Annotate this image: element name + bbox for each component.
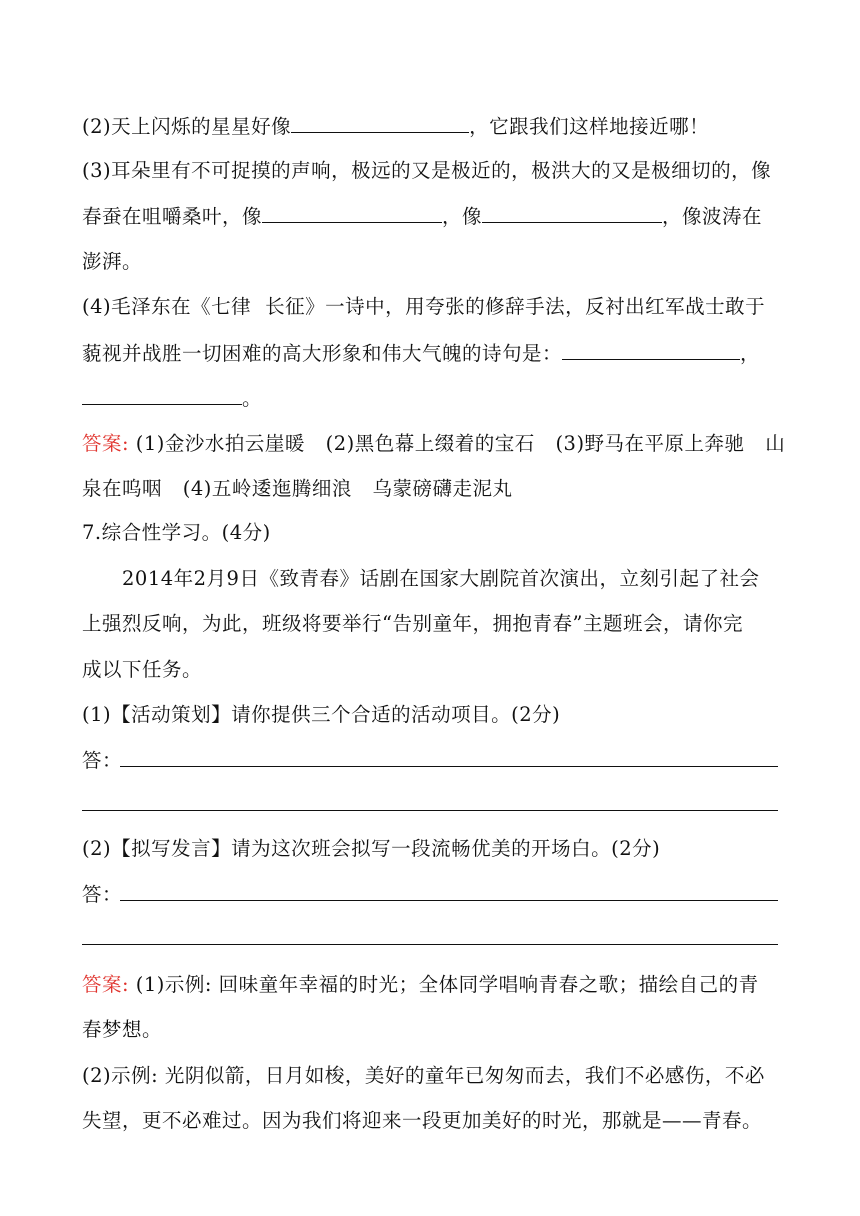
- q6-item3-line1: [82, 157, 782, 185]
- answer-part: (3)野马在平原上奔驰: [555, 432, 745, 455]
- q6-item3-line3-text: 澎湃。: [82, 250, 143, 273]
- q7-intro-line2: 上强烈反响，为此，班级将要举行“告别童年，拥抱青春”主题班会，请你完: [82, 612, 743, 635]
- answer-part: 泉在呜咽: [82, 477, 163, 500]
- q6-item2-before: (2)天上闪烁的星星好像: [82, 115, 292, 138]
- q7-answer-line1: [82, 971, 782, 999]
- answer-text: (1)示例: 回味童年幸福的时光；全体同学唱响青春之歌；描绘自己的青: [135, 973, 759, 996]
- q6-item4-line2-end: ，: [740, 342, 761, 365]
- fill-blank[interactable]: [262, 202, 442, 223]
- q7-intro-line3: 成以下任务。: [82, 658, 203, 681]
- q7-task1: (1)【活动策划】请你提供三个合适的活动项目。(2分): [82, 703, 561, 726]
- answer-part: (1)金沙水拍云崖暖: [135, 432, 305, 455]
- q7-title: 7.综合性学习。(4分): [82, 521, 271, 544]
- q7-task2: (2)【拟写发言】请为这次班会拟写一段流畅优美的开场白。(2分): [82, 837, 661, 860]
- fill-blank[interactable]: [82, 384, 242, 405]
- answer-label: 答案:: [82, 432, 130, 455]
- answer-line[interactable]: [82, 810, 778, 811]
- q6-item4-line1-b: 长征》一诗中，用夸张的修辞手法，反衬出红军战士敢于: [265, 295, 766, 318]
- answer-part: 山: [765, 432, 786, 455]
- q6-item4-line2-start: 藐视并战胜一切困难的高大形象和伟大气魄的诗句是：: [82, 342, 563, 365]
- q6-item2-after: ，它跟我们这样地接近哪！: [469, 115, 710, 138]
- q7-intro-text: 2014年2月9日《致青春》话剧在国家大剧院首次演出，立刻引起了社会: [122, 567, 760, 590]
- q6-item3-line2-mid: ，像: [442, 205, 483, 228]
- q6-item4-line3: [82, 384, 782, 413]
- fill-blank[interactable]: [562, 339, 740, 360]
- q6-item3-line2: [82, 202, 782, 231]
- q6-item4-line1: [82, 293, 782, 321]
- q7-answer-line2: 春梦想。: [82, 1018, 163, 1041]
- answer-part: (2)黑色幕上缀着的宝石: [325, 432, 535, 455]
- answer-label: 答案:: [82, 973, 130, 996]
- q7-answer-line4: 失望，更不必难过。因为我们将迎来一段更加美好的时光，那就是——青春。: [82, 1109, 763, 1132]
- q6-item4-line2: [82, 339, 782, 368]
- answer-line[interactable]: [82, 944, 778, 945]
- fill-blank[interactable]: [291, 112, 469, 133]
- answer-line[interactable]: [120, 900, 778, 901]
- answer-line[interactable]: [120, 766, 778, 767]
- q7-intro-line1: [82, 565, 782, 593]
- fill-blank[interactable]: [482, 202, 662, 223]
- q6-answer-line2: [82, 475, 782, 503]
- q7-answer-prompt: 答：: [82, 749, 123, 772]
- q6-item3-line3: [82, 248, 782, 276]
- answer-part: 乌蒙磅礴走泥丸: [372, 477, 513, 500]
- q7-answer-line3: (2)示例: 光阴似箭，日月如梭，美好的童年已匆匆而去，我们不必感伤，不必: [82, 1064, 765, 1087]
- answer-part: (4)五岭逶迤腾细浪: [182, 477, 352, 500]
- q6-answer-line1: [82, 430, 786, 458]
- q6-item3-line2-end: ，像波涛在: [662, 205, 763, 228]
- q6-item3-line2-start: 春蚕在咀嚼桑叶，像: [82, 205, 263, 228]
- q6-item2: [82, 112, 782, 141]
- q6-item3-text: (3)耳朵里有不可捉摸的声响，极远的又是极近的，极洪大的又是极细切的，像: [82, 159, 772, 182]
- q7-answer-prompt: 答：: [82, 883, 123, 906]
- q6-item4-line1-a: (4)毛泽东在《七律: [82, 295, 252, 318]
- q6-item4-line3-end: 。: [242, 387, 263, 410]
